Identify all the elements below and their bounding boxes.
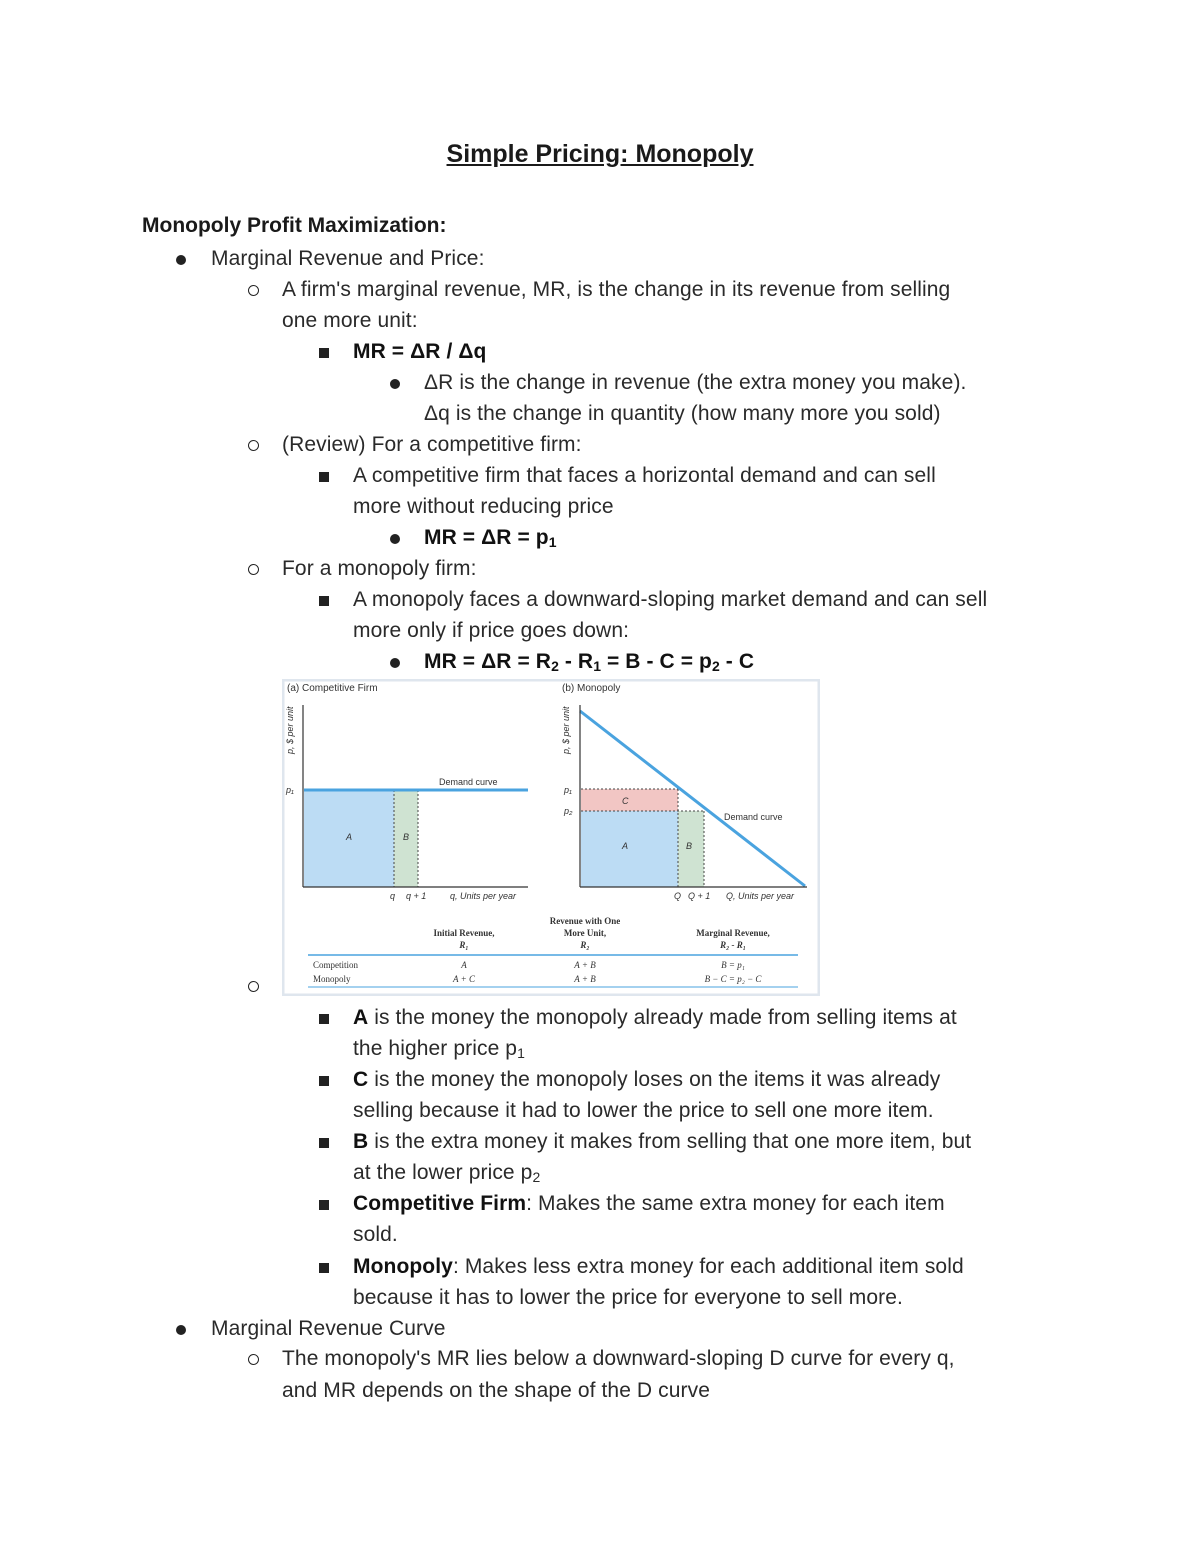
bullet-square — [319, 338, 329, 369]
revenue-figure — [282, 679, 820, 996]
table-row-competition-label: Competition — [313, 960, 358, 970]
table-row-monopoly-r1: A + C — [453, 974, 475, 984]
label-q-units: q, Units per year — [450, 891, 517, 901]
area-c-explanation-2: selling because it had to lower the price to sell one more item. — [353, 1099, 934, 1122]
mr-definition-line-1: A firm's marginal revenue, MR, is the change in its revenue from selling — [282, 278, 951, 301]
bullet-square — [319, 1253, 329, 1284]
table-row-competition-mr: B = p₁ — [721, 960, 745, 970]
table-header-r2-line1: Revenue with One — [549, 916, 621, 926]
table-row-monopoly-label: Monopoly — [313, 974, 351, 984]
label-area-b-mono: B — [686, 841, 693, 851]
mr-curve-line-1: The monopoly's MR lies below a downward-sloping D curve for every q, — [282, 1347, 955, 1370]
bullet-circle — [248, 1345, 259, 1376]
area-a-explanation-1: A is the money the monopoly already made from selling items at — [353, 1006, 957, 1029]
monopoly-line-1: A monopoly faces a downward-sloping market demand and can sell — [353, 588, 988, 611]
mr-definition-line-2: one more unit: — [282, 309, 418, 332]
bullet-circle — [248, 972, 259, 1003]
table-row-competition-r1: A — [461, 960, 467, 970]
delta-r-explanation: ΔR is the change in revenue (the extra money you make). — [424, 371, 967, 394]
table-header-r1-line2: R₁ — [459, 940, 469, 950]
panel-b-y-label — [561, 706, 571, 755]
panel-b-title: (b) Monopoly — [562, 683, 621, 694]
bullet-square — [319, 586, 329, 617]
monopoly-explanation-1: Monopoly: Makes less extra money for each additional item sold — [353, 1255, 964, 1278]
table-row-monopoly-mr: B − C = p₂ − C — [704, 974, 762, 984]
competitive-line-2: more without reducing price — [353, 495, 614, 518]
table-row-competition-r2: A + B — [574, 960, 596, 970]
bullet-square — [319, 1128, 329, 1159]
delta-q-explanation: Δq is the change in quantity (how many more you sold) — [424, 402, 941, 425]
panel-a-y-label — [285, 706, 295, 755]
monopoly-explanation-2: because it has to lower the price for everyone to sell more. — [353, 1286, 903, 1309]
area-c-monopoly — [581, 789, 678, 811]
table-header-r2-line3: R₂ — [580, 940, 590, 950]
area-b-explanation-1: B is the extra money it makes from selling that one more item, but — [353, 1130, 972, 1153]
bullet-square — [319, 1066, 329, 1097]
svg-text:p, $ per unit: p, $ per unit — [561, 706, 571, 754]
monopoly-intro: For a monopoly firm: — [282, 557, 477, 580]
section-heading: Monopoly Profit Maximization: — [142, 214, 447, 237]
competitive-firm-explanation-1: Competitive Firm: Makes the same extra money for each item — [353, 1192, 945, 1215]
bullet-disc — [390, 369, 400, 400]
competitive-mr-formula: MR = $\Delta R = p_1$ — [424, 526, 557, 550]
bullet-square — [319, 462, 329, 493]
bullet-disc — [390, 524, 400, 555]
bullet-circle — [248, 276, 259, 307]
bullet-disc — [390, 648, 400, 679]
bullet-square — [319, 1190, 329, 1221]
mr-formula: MR = ΔR / Δq — [353, 340, 487, 363]
bullet-mr-curve: Marginal Revenue Curve — [211, 1317, 446, 1340]
review-competitive: (Review) For a competitive firm: — [282, 433, 582, 456]
label-q-plus-1: q + 1 — [406, 891, 427, 901]
bullet-square — [319, 1004, 329, 1035]
label-q: q — [390, 891, 396, 901]
label-Q-plus-1: Q + 1 — [688, 891, 711, 901]
label-area-a-mono: A — [622, 841, 629, 851]
label-demand-b: Demand curve — [724, 812, 783, 822]
table-header-mr-line1: Marginal Revenue, — [696, 928, 770, 938]
label-p1-b: p₁ — [564, 785, 572, 795]
area-c-explanation-1: C is the money the monopoly loses on the items it was already — [353, 1068, 941, 1091]
bullet-disc — [176, 1315, 186, 1346]
area-a-monopoly — [581, 811, 678, 887]
bullet-circle — [248, 431, 259, 462]
label-Q-units: Q, Units per year — [726, 891, 795, 901]
label-area-b: B — [403, 832, 410, 842]
bullet-circle — [248, 555, 259, 586]
label-p2-b: p₂ — [564, 806, 573, 816]
area-a-explanation-2: the higher price $p_1$ — [353, 1037, 525, 1061]
monopoly-mr-formula: MR = $\Delta R = R_2 - R_1 = B - C = p_2 - C$ — [424, 650, 755, 674]
table-header-r1-line1: Initial Revenue, — [433, 928, 495, 938]
table-header-mr-line2: R₂ - R₁ — [720, 940, 746, 950]
area-b-explanation-2: at the lower price $p_2$ — [353, 1161, 541, 1185]
competitive-line-1: A competitive firm that faces a horizontal demand and can sell — [353, 464, 936, 487]
monopoly-line-2: more only if price goes down: — [353, 619, 630, 642]
label-Q: Q — [674, 891, 682, 901]
panel-a-title: (a) Competitive Firm — [287, 683, 378, 694]
bullet-mr-price: Marginal Revenue and Price: — [211, 247, 485, 270]
label-demand-a: Demand curve — [439, 777, 498, 787]
table-header-r2-line2: More Unit, — [563, 928, 607, 938]
competitive-firm-explanation-2: sold. — [353, 1223, 398, 1246]
table-row-monopoly-r2: A + B — [574, 974, 596, 984]
page-title: Simple Pricing: Monopoly — [446, 140, 754, 168]
bullet-disc — [176, 245, 186, 276]
label-p1-a: p₁ — [286, 785, 294, 795]
label-area-c: C — [622, 796, 629, 806]
label-area-a: A — [346, 832, 353, 842]
mr-curve-line-2: and MR depends on the shape of the D curve — [282, 1379, 710, 1402]
svg-text:p, $ per unit: p, $ per unit — [285, 706, 295, 754]
